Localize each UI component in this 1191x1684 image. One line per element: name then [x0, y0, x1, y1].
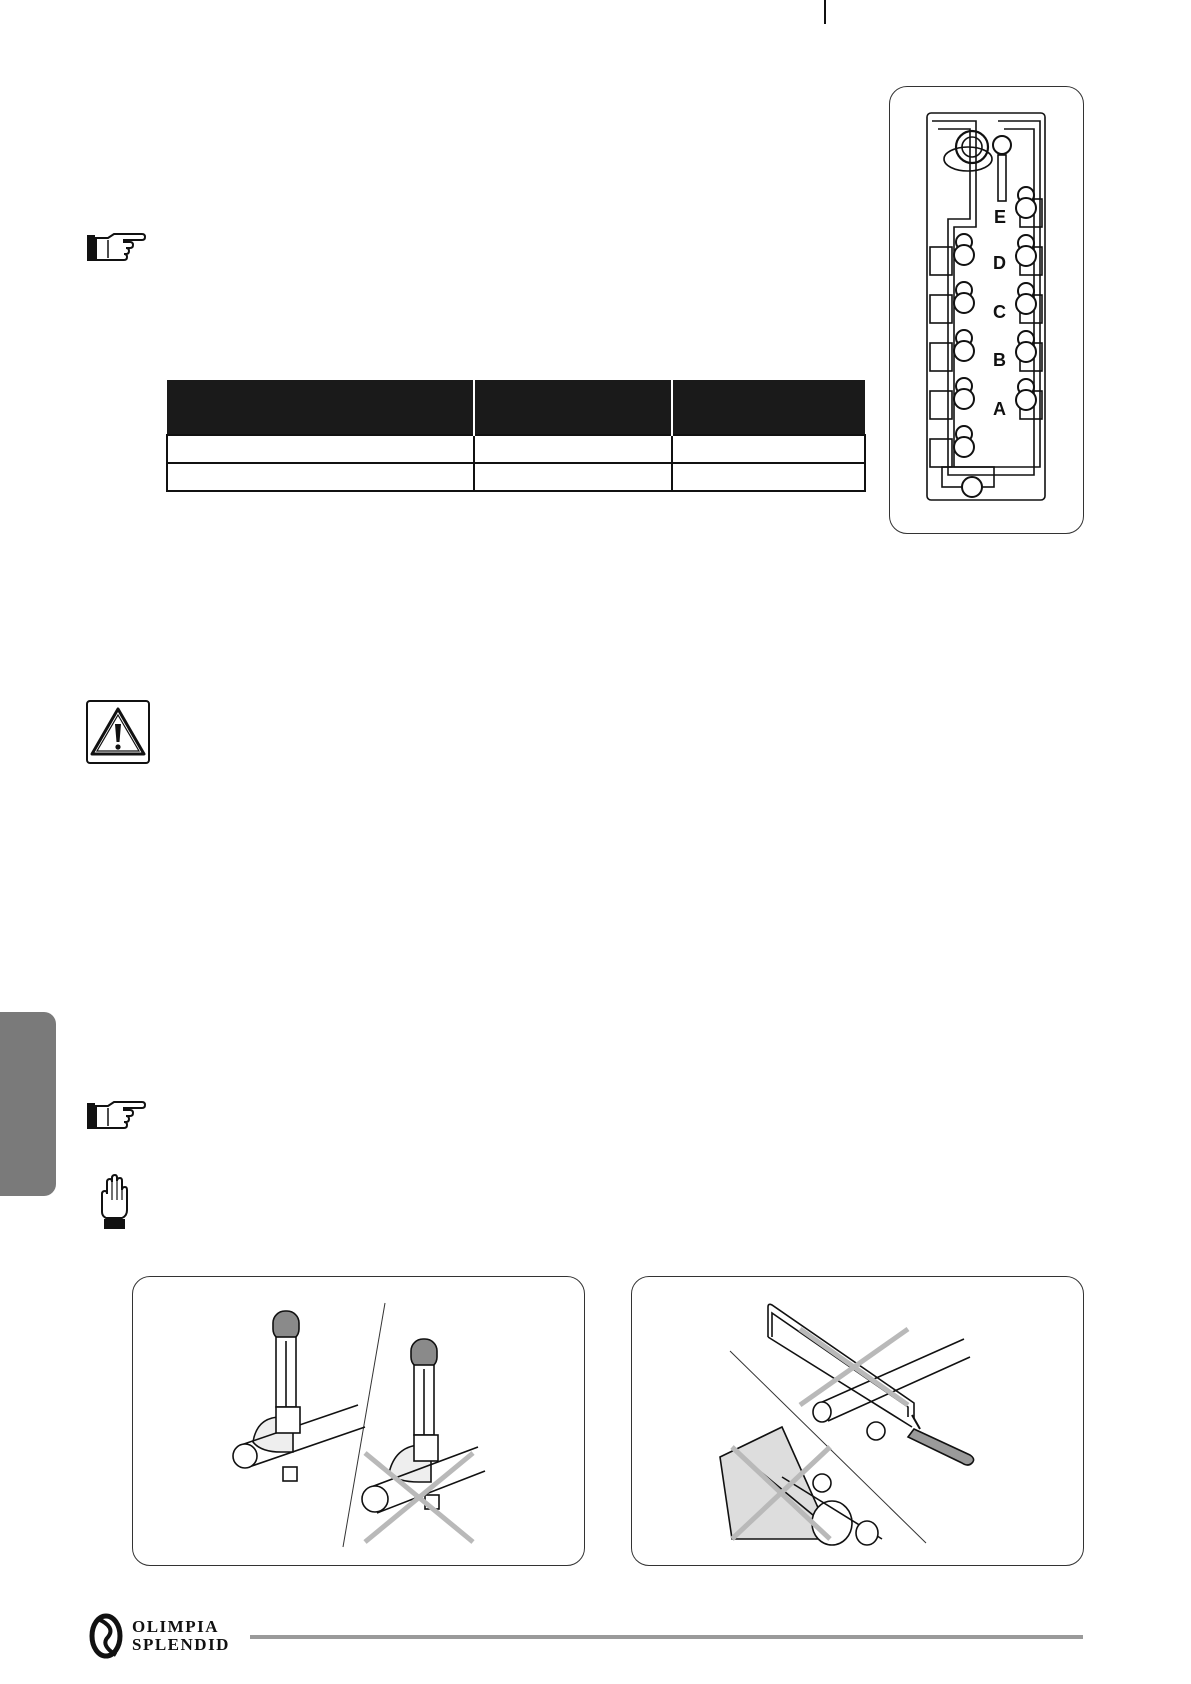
- saw-drawing: [632, 1277, 1083, 1565]
- spec-cell: [672, 463, 865, 491]
- spec-header-cell: [167, 380, 474, 435]
- spec-cell: [167, 463, 474, 491]
- manifold-figure-panel: [889, 86, 1084, 534]
- manifold-label-b: B: [993, 350, 1006, 370]
- manifold-label-c: C: [993, 302, 1006, 322]
- manifold-drawing: [890, 87, 1083, 533]
- footer-rule: [250, 1635, 1083, 1639]
- pipe-cutter-drawing: [133, 1277, 584, 1565]
- spec-header-cell: [672, 380, 865, 435]
- section-side-tab: [0, 1012, 56, 1196]
- stop-hand-icon: [96, 1172, 132, 1230]
- warning-triangle-icon: [86, 700, 150, 764]
- manifold-label-a: A: [993, 399, 1006, 419]
- note-hand-icon: [86, 232, 146, 264]
- manifold-label-e: E: [994, 207, 1007, 227]
- spec-table-header-row: [167, 380, 865, 435]
- spec-cell: [672, 435, 865, 463]
- page-corner-mark: [824, 0, 826, 24]
- brand-name-line2: SPLENDID: [132, 1635, 230, 1654]
- brand-logo-mark: [86, 1613, 126, 1659]
- brand-logo: [86, 1613, 230, 1659]
- note-hand-icon: [86, 1100, 146, 1132]
- brand-name-line1: OLIMPIA: [132, 1617, 219, 1636]
- pipe-cutter-figure-panel: [132, 1276, 585, 1566]
- spec-header-cell: [474, 380, 672, 435]
- manifold-label-d: D: [993, 253, 1006, 273]
- spec-cell: [474, 463, 672, 491]
- saw-figure-panel: [631, 1276, 1084, 1566]
- table-row: [167, 435, 865, 463]
- spec-table: [166, 380, 866, 492]
- spec-cell: [474, 435, 672, 463]
- spec-cell: [167, 435, 474, 463]
- table-row: [167, 463, 865, 491]
